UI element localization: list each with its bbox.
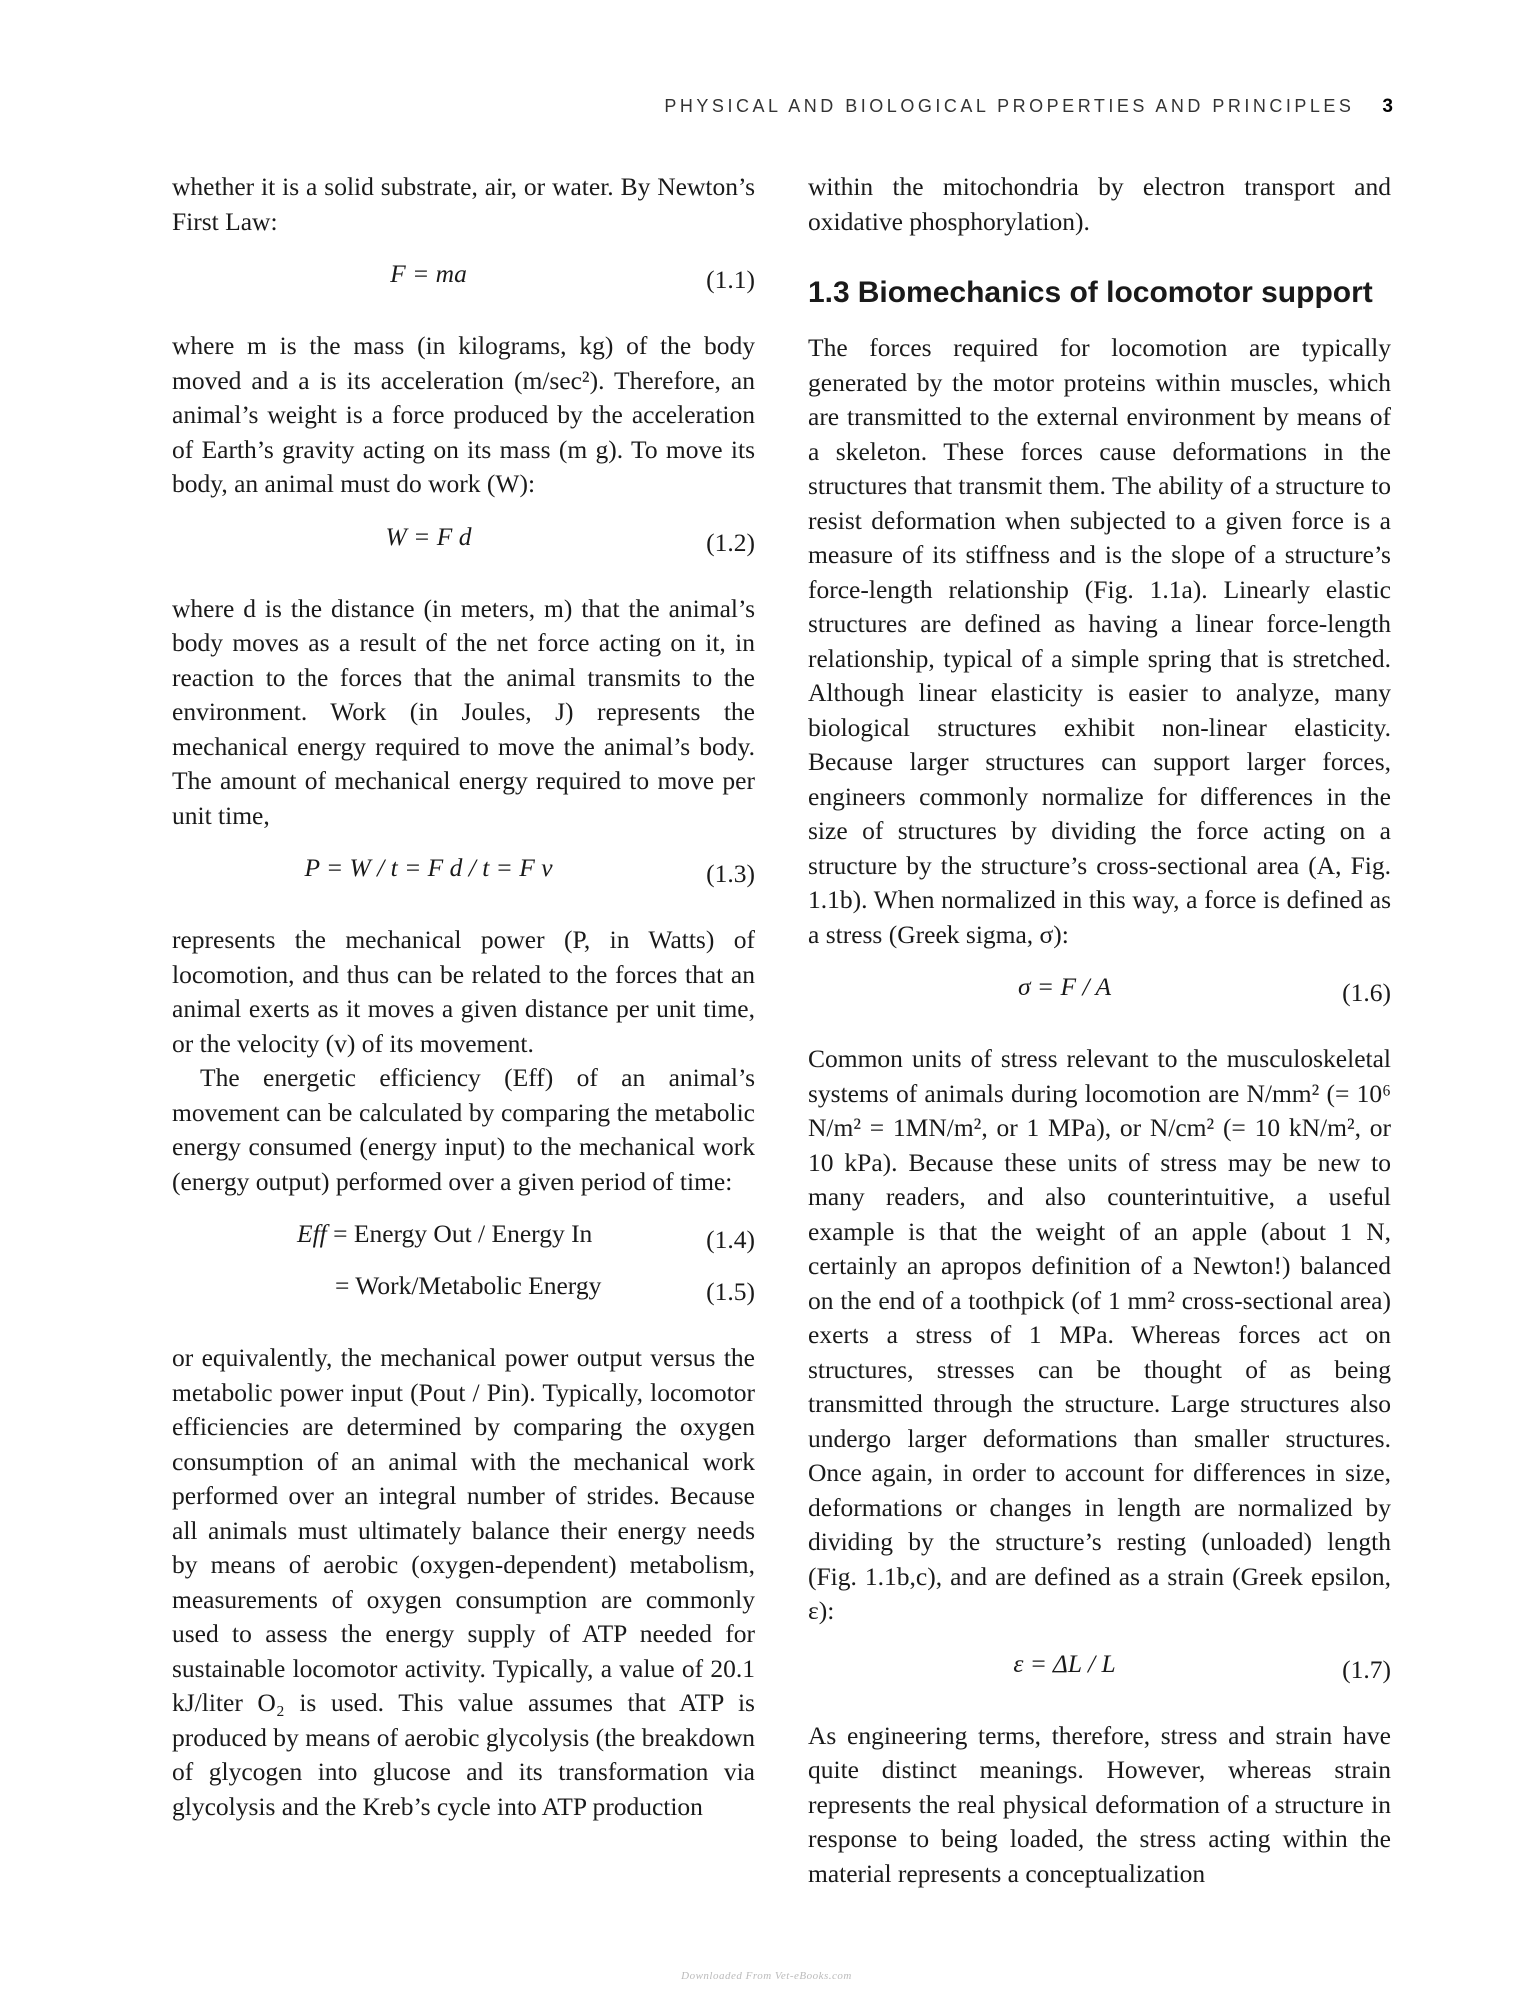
- equation-1-4-lhs: Eff: [297, 1219, 327, 1248]
- equation-1-1-expression: F = ma: [390, 259, 467, 288]
- equation-1-6-expression: σ = F / A: [1017, 972, 1112, 1001]
- equation-1-3-number: (1.3): [706, 859, 755, 888]
- equation-1-5-number: (1.5): [706, 1277, 755, 1306]
- equation-1-1-number: (1.1): [706, 265, 755, 294]
- left-paragraph-4: represents the mechanical power (P, in Watts) of locomotion, and thus can be related to the forces that an animal exerts as it moves a given distance per unit time, or the velocity (v) of its movement.: [172, 925, 755, 1058]
- section-number: 1.3: [808, 276, 850, 309]
- equation-1-3-expression: P = W / t = F d / t = F v: [304, 853, 553, 882]
- left-paragraph-3: where d is the distance (in meters, m) that the animal’s body moves as a result of the net force acting on it, in reaction to the forces that the animal transmits to the environment. Work (in Joules, J) represents the mechanical energy required to move the animal’s body. The amount of mechanical energy required to move per unit time,: [172, 593, 755, 830]
- equation-1-5: [172, 1269, 755, 1317]
- right-paragraph-2: The forces required for locomotion are typically generated by the motor proteins within muscles, which are transmitted to the external environment by means of a skeleton. These forces cause deformations in the structures that transmit them. The ability of a structure to resist deformation when subjected to a given force is a measure of its stiffness and is the slope of a structure’s force-length relationship (Fig. 1.1a). Linearly elastic structures are defined as having a linear force-length relationship, typical of a simple spring that is stretched. Although linear elasticity is easier to analyze, many biological structures exhibit non-linear elasticity. Because larger structures can support larger forces, engineers commonly normalize for differences in the size of structures by dividing the force acting on a structure by the structure’s cross-sectional area (A, Fig. 1.1b). When normalized in this way, a force is defined as a stress (Greek sigma, σ):: [808, 333, 1391, 949]
- left-column: [172, 170, 755, 1824]
- equation-1-7: [808, 1647, 1391, 1695]
- equation-1-2-expression: W = F d: [385, 521, 472, 551]
- equation-1-1: [172, 257, 755, 305]
- equation-1-3: [172, 851, 755, 899]
- download-watermark: Downloaded From Vet-eBooks.com: [681, 1970, 852, 1982]
- equation-1-4-rhs: = Energy Out / Energy In: [333, 1219, 593, 1248]
- running-head: [664, 96, 1393, 118]
- equation-1-4-number: (1.4): [706, 1225, 755, 1254]
- right-column: [808, 170, 1391, 1891]
- left-paragraph-6: or equivalently, the mechanical power output versus the metabolic power input (Pout / Pin). Typically, locomotor efficiencies are determined by comparing the oxygen consumption of an animal with the mechanical work performed over an integral number of strides. Because all animals must ultimately balance their energy needs by means of aerobic (oxygen-dependent) metabolism, measurements of oxygen consumption are commonly used to assess the energy supply of ATP needed for sustainable locomotor activity. Typically, a value of 20.1 kJ/liter O₂ is used. This value assumes that ATP is produced by means of aerobic glycolysis (the breakdown of glycogen into glucose and its transformation via glycolysis and the Kreb’s cycle into ATP production: [172, 1343, 755, 1821]
- equation-1-2-number: (1.2): [706, 527, 755, 557]
- right-paragraph-3: Common units of stress relevant to the musculoskeletal systems of animals during locomotion are N/mm² (= 10⁶ N/m² = 1MN/m², or 1 MPa), or N/cm² (= 10 kN/m², or 10 kPa). Because these units of stress may be new to many readers, and also counterintuitive, a useful example is that the weight of an apple (about 1 N, certainly an apropos definition of a Newton!) balanced on the end of a toothpick (of 1 mm² cross-sectional area) exerts a stress of 1 MPa. Whereas forces act on structures, stresses can be thought of as being transmitted through the structure. Large structures also undergo larger deformations than smaller structures. Once again, in order to account for differences in size, deformations or changes in length are normalized by dividing by the structure’s resting (unloaded) length (Fig. 1.1b,c), and are defined as a strain (Greek epsilon, ε):: [808, 1044, 1391, 1625]
- left-paragraph-1: whether it is a solid substrate, air, or water. By Newton’s First Law:: [172, 172, 755, 236]
- equation-1-6: [808, 970, 1391, 1018]
- section-title: Biomechanics of locomotor support: [857, 276, 1373, 309]
- equation-1-7-expression: ε = ΔL / L: [1013, 1648, 1116, 1678]
- equation-1-4: [172, 1217, 755, 1265]
- equation-1-7-number: (1.7): [1342, 1654, 1391, 1684]
- right-paragraph-4: As engineering terms, therefore, stress and strain have quite distinct meanings. However, whereas strain represents the real physical deformation of a structure in response to being loaded, the stress acting within the material represents a conceptualization: [808, 1720, 1391, 1888]
- equation-1-5-rhs: = Work/Metabolic Energy: [335, 1271, 602, 1300]
- equation-1-6-number: (1.6): [1342, 978, 1391, 1007]
- left-paragraph-2: where m is the mass (in kilograms, kg) of the body moved and a is its acceleration (m/sec²). Therefore, an animal’s weight is a force produced by the acceleration of Earth’s gravity acting on its mass (m g). To move its body, an animal must do work (W):: [172, 331, 755, 498]
- right-paragraph-1: within the mitochondria by electron transport and oxidative phosphorylation).: [808, 172, 1391, 236]
- equation-1-2: [172, 520, 755, 568]
- running-title: PHYSICAL AND BIOLOGICAL PROPERTIES AND PRINCIPLES: [664, 96, 1355, 116]
- page-number: 3: [1382, 96, 1393, 117]
- section-heading: [808, 275, 1391, 311]
- left-paragraph-5: The energetic efficiency (Eff) of an animal’s movement can be calculated by comparing the metabolic energy consumed (energy input) to the mechanical work (energy output) performed over a given period of time:: [172, 1063, 755, 1196]
